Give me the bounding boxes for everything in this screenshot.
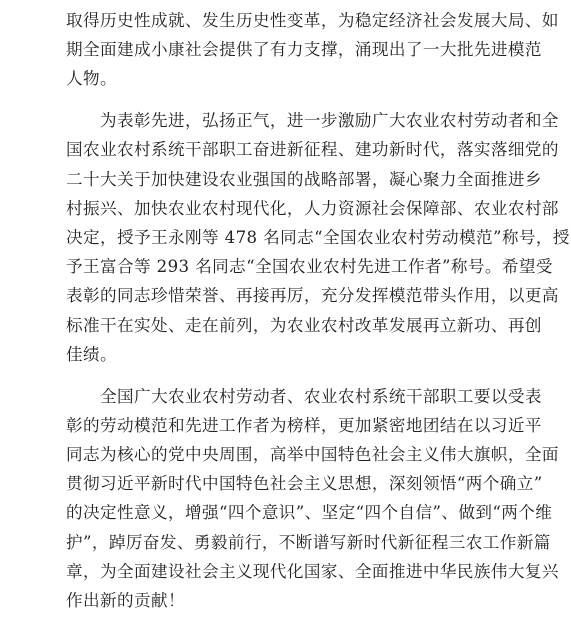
text-line: 为表彰先进，弘扬正气，进一步激励广大农业农村劳动者和全 <box>100 111 559 131</box>
text-line: 人物。 <box>66 69 117 89</box>
text-line: 国农业农村系统干部职工奋进新征程、建功新时代，落实落细党的 <box>66 140 559 160</box>
text-line: 全国广大农业农村劳动者、农业农村系统干部职工要以受表 <box>100 386 542 406</box>
text-line: 标准干在实处、走在前列，为农业农村改革发展再立新功、再创 <box>66 315 542 335</box>
text-line: 二十大关于加快建设农业强国的战略部署，凝心聚力全面推进乡 <box>66 169 542 189</box>
text-line: 贯彻习近平新时代中国特色社会主义思想，深刻领悟“两个确立” <box>66 474 543 494</box>
paragraph-call-to-action <box>66 382 559 616</box>
text-line: 的决定性意义，增强“四个意识”、坚定“四个自信”、做到“两个维 <box>66 503 553 523</box>
text-line: 佳绩。 <box>66 344 117 364</box>
text-line: 章，为全面建设社会主义现代化国家、全面推进中华民族伟大复兴 <box>66 561 559 581</box>
text-line: 彰的劳动模范和先进工作者为榜样，更加紧密地团结在以习近平 <box>66 415 542 435</box>
document-body <box>66 6 570 628</box>
text-line: 护”，踔厉奋发、勇毅前行，不断谱写新时代新征程三农工作新篇 <box>66 532 551 552</box>
text-line: 同志为核心的党中央周围，高举中国特色社会主义伟大旗帜，全面 <box>66 445 559 465</box>
text-line: 村振兴、加快农业农村现代化，人力资源社会保障部、农业农村部 <box>66 198 559 218</box>
paragraph-achievements <box>66 6 559 94</box>
text-line: 作出新的贡献！ <box>66 591 185 611</box>
text-line: 期全面建成小康社会提供了有力支撑，涌现出了一大批先进模范 <box>66 40 542 60</box>
paragraph-commendation <box>66 106 570 369</box>
text-line: 表彰的同志珍惜荣誉、再接再厉，充分发挥模范带头作用，以更高 <box>66 286 559 306</box>
text-line: 予王富合等 293 名同志“全国农业农村先进工作者”称号。希望受 <box>66 257 553 277</box>
text-line: 决定，授予王永刚等 478 名同志“全国农业农村劳动模范”称号，授 <box>66 228 570 248</box>
text-line: 取得历史性成就、发生历史性变革，为稳定经济社会发展大局、如 <box>66 11 559 30</box>
